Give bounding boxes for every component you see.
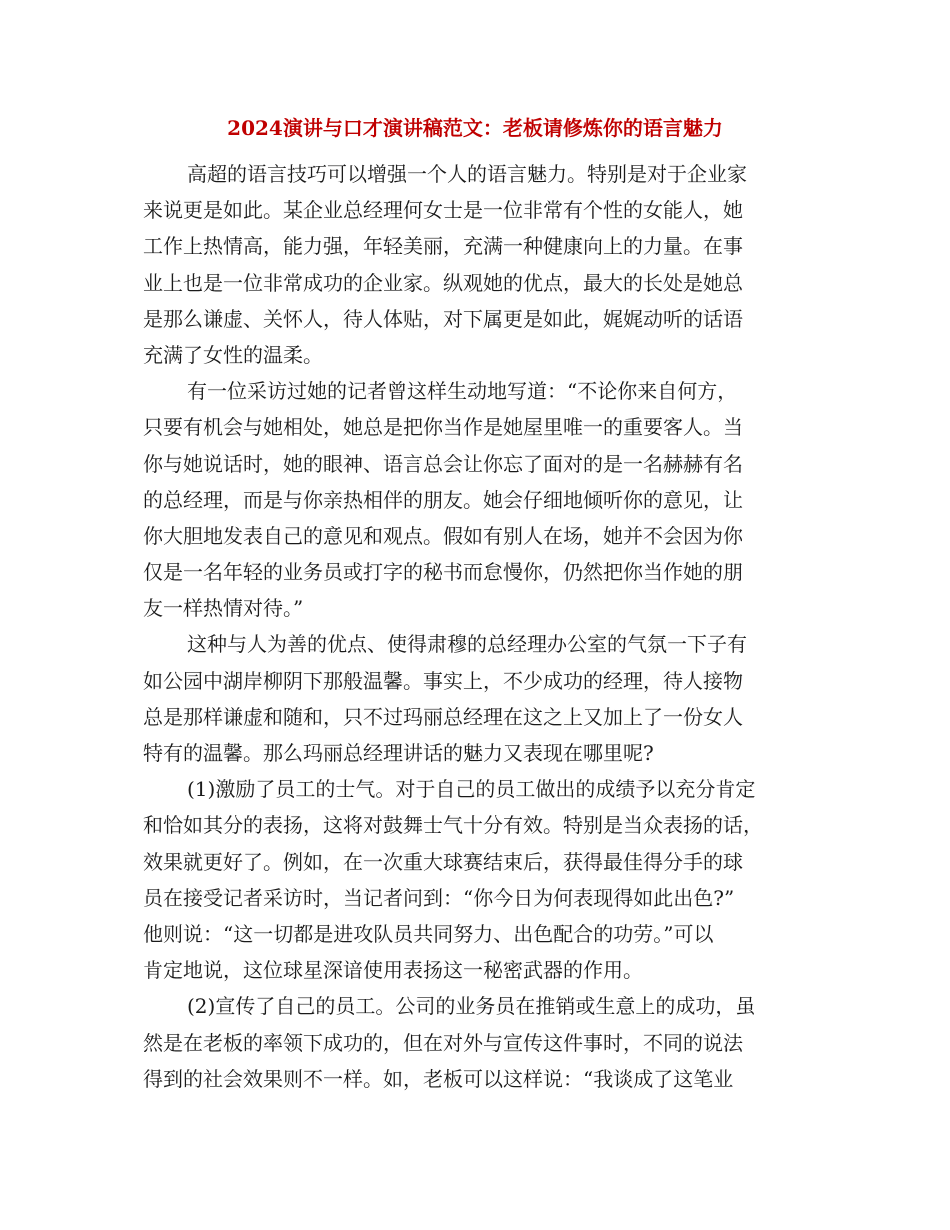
paragraph-3 [143,626,803,771]
text-line: 高超的语言技巧可以增强一个人的语言魅力。特别是对于企业家 [187,162,747,186]
text-line: 只要有机会与她相处，她总是把你当作是她屋里唯一的重要客人。当 [143,415,743,440]
paragraph-5 [143,988,803,1097]
text-line: 这种与人为善的优点、使得肃穆的总经理办公室的气氛一下子有 [187,632,747,657]
text-line: 友一样热情对待。” [143,596,304,621]
text-line: 得到的社会效果则不一样。如，老板可以这样说：“我谈成了这笔业 [143,1066,734,1091]
text-line: 的总经理，而是与你亲热相伴的朋友。她会仔细地倾听你的意见，让 [143,487,743,512]
text-line: 和恰如其分的表扬，这将对鼓舞士气十分有效。特别是当众表扬的话， [143,813,763,838]
text-line: 你与她说话时，她的眼神、语言总会让你忘了面对的是一名赫赫有名 [143,451,743,476]
text-line: 有一位采访过她的记者曾这样生动地写道：“不论你来自何方， [187,379,738,404]
paragraph-4 [143,771,803,988]
document-body [143,156,803,1097]
text-line: 你大胆地发表自己的意见和观点。假如有别人在场，她并不会因为你 [143,523,743,548]
paragraph-1 [143,156,803,373]
paragraph-2 [143,373,803,626]
text-line: 他则说：“这一切都是进攻队员共同努力、出色配合的功劳。”可以 [143,921,714,946]
text-line: 工作上热情高，能力强，年轻美丽，充满一种健康向上的力量。在事 [143,234,743,259]
text-line: 业上也是一位非常成功的企业家。纵观她的优点，最大的长处是她总 [143,270,743,295]
text-line: 肯定地说，这位球星深谙使用表扬这一秘密武器的作用。 [143,958,643,983]
text-line: 然是在老板的率领下成功的，但在对外与宣传这件事时，不同的说法 [143,1030,743,1055]
text-line: 是那么谦虚、关怀人，待人体贴，对下属更是如此，娓娓动听的话语 [143,306,743,331]
text-line: 总是那样谦虚和随和，只不过玛丽总经理在这之上又加上了一份女人 [143,704,743,729]
text-line: 员在接受记者采访时，当记者问到：“你今日为何表现得如此出色?” [143,885,735,910]
text-line: 效果就更好了。例如，在一次重大球赛结束后，获得最佳得分手的球 [143,849,743,874]
text-line: 如公园中湖岸柳阴下那般温馨。事实上，不少成功的经理，待人接物 [143,668,743,693]
text-line: 来说更是如此。某企业总经理何女士是一位非常有个性的女能人，她 [143,198,743,223]
text-line: 充满了女性的温柔。 [143,342,323,367]
text-line: (2)宣传了自己的员工。公司的业务员在推销或生意上的成功，虽 [187,994,756,1019]
text-line: 特有的温馨。那么玛丽总经理讲话的魅力又表现在哪里呢? [143,741,654,765]
text-line: (1)激励了员工的士气。对于自己的员工做出的成绩予以充分肯定 [187,777,756,802]
document-title: 2024演讲与口才演讲稿范文：老板请修炼你的语言魅力 [227,116,723,140]
text-line: 仅是一名年轻的业务员或打字的秘书而怠慢你，仍然把你当作她的朋 [143,560,743,585]
